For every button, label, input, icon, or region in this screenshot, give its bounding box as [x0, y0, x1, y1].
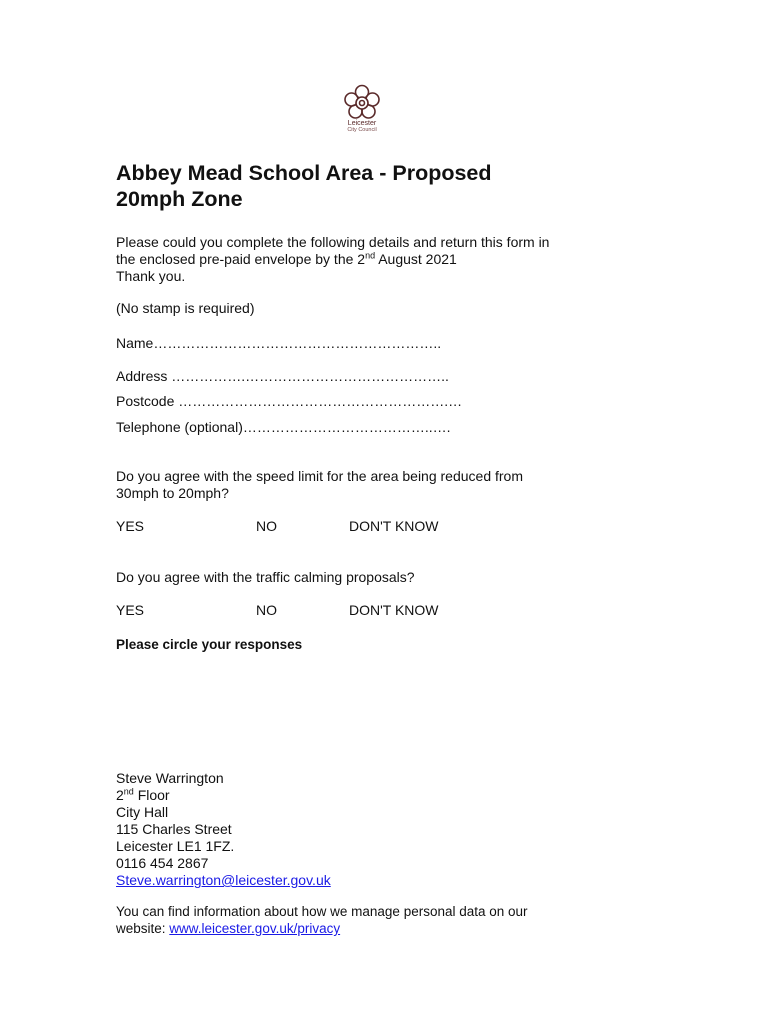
privacy-line-1: You can find information about how we manage personal data on our — [116, 904, 528, 919]
q1-option-dont-know[interactable]: DON'T KNOW — [349, 518, 439, 534]
address-building: City Hall — [116, 804, 169, 820]
contact-email-line — [116, 872, 331, 889]
q1-option-yes[interactable]: YES — [116, 518, 145, 534]
logo-name: Leicester — [347, 120, 377, 127]
privacy-line-2 — [116, 920, 528, 937]
question-1 — [116, 468, 523, 502]
q1-option-no[interactable]: NO — [256, 518, 277, 534]
address-street: 115 Charles Street — [116, 821, 232, 837]
intro-line-2 — [116, 251, 549, 268]
floor-suffix: nd — [123, 786, 134, 797]
contact-name: Steve Warrington — [116, 770, 224, 786]
q2-option-dont-know[interactable]: DON'T KNOW — [349, 602, 439, 618]
title-line-2: 20mph Zone — [116, 187, 243, 211]
intro-thanks: Thank you. — [116, 268, 186, 284]
council-logo — [330, 84, 394, 144]
name-field[interactable]: Name…………………………………………………….. — [116, 335, 442, 351]
q2-option-yes[interactable]: YES — [116, 602, 145, 618]
floor-number: 2 — [116, 787, 124, 803]
postcode-field[interactable]: Postcode ………………………………………………….… — [116, 393, 463, 409]
address-city: Leicester LE1 1FZ. — [116, 838, 235, 854]
floor-label: Floor — [133, 787, 170, 803]
contact-phone: 0116 454 2867 — [116, 855, 209, 871]
question-1-line-1: Do you agree with the speed limit for the area being reduced from — [116, 468, 524, 484]
question-2: Do you agree with the traffic calming proposals? — [116, 569, 415, 585]
question-1-line-2: 30mph to 20mph? — [116, 485, 229, 501]
intro-line-2-end: August 2021 — [375, 251, 457, 267]
address-field[interactable]: Address …………….…………………………………….. — [116, 368, 449, 384]
return-address — [116, 770, 331, 889]
tudor-rose-icon — [339, 84, 385, 120]
telephone-field[interactable]: Telephone (optional)…………………………………..…. — [116, 419, 451, 435]
privacy-link[interactable]: www.leicester.gov.uk/privacy — [169, 921, 341, 936]
privacy-prefix: website: — [116, 921, 170, 936]
intro-date-suffix: nd — [365, 250, 376, 261]
privacy-notice — [116, 903, 528, 937]
intro-line-1: Please could you complete the following details and return this form in — [116, 234, 550, 250]
no-stamp-note: (No stamp is required) — [116, 300, 255, 316]
q2-option-no[interactable]: NO — [256, 602, 277, 618]
circle-instruction: Please circle your responses — [116, 637, 303, 652]
intro-paragraph — [116, 234, 549, 285]
logo-subtitle: City Council — [347, 127, 377, 133]
title-line-1: Abbey Mead School Area - Proposed — [116, 161, 492, 185]
intro-line-2-start: the enclosed pre-paid envelope by the 2 — [116, 251, 366, 267]
address-floor — [116, 787, 331, 804]
page-title — [116, 160, 636, 212]
contact-email-link[interactable]: Steve.warrington@leicester.gov.uk — [116, 872, 331, 888]
